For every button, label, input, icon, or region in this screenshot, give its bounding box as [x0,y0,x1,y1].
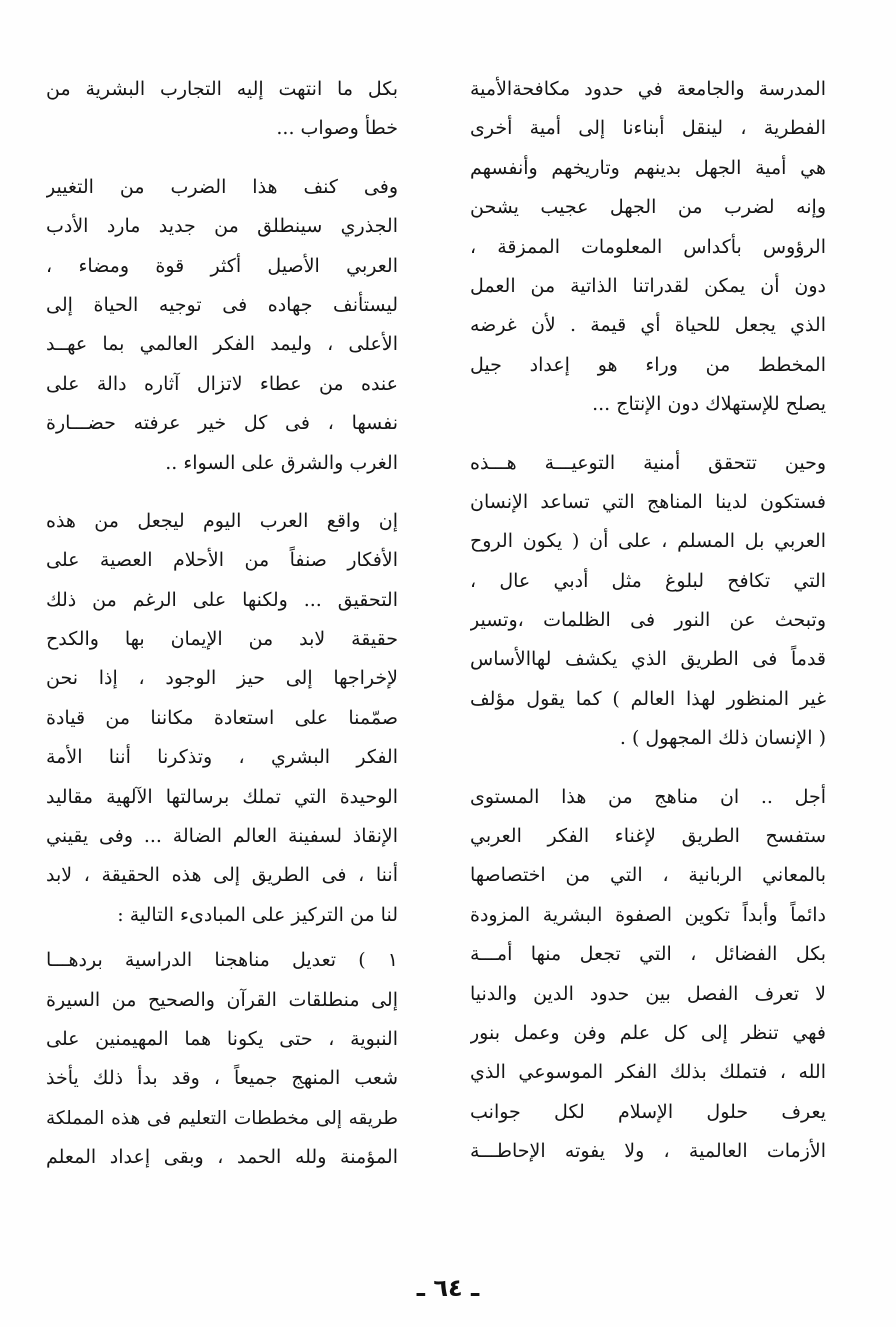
text-line: لنا من التركيز على المبادىء التالية : [117,903,398,926]
text-line: المخطط من وراء هو إعداد جيل [470,353,826,376]
text-line: الله ، فتملك بذلك الفكر الموسوعي الذي [470,1061,826,1084]
text-line: لإخراجها إلى حيز الوجود ، إذا نحن [46,667,398,690]
text-line: التحقيق ... ولكنها على الرغم من ذلك [46,588,398,611]
text-line: العربي بل المسلم ، على أن ( يكون الروح [470,530,826,553]
text-line: يعرف حلول الإسلام لكل جوانب [470,1100,826,1123]
text-line: دائماً وأبداً تكوين الصفوة البشرية المزودة [470,903,826,926]
text-line: فستكون لدينا المناهج التي تساعد الإنسان [470,490,826,513]
text-line: الغرب والشرق على السواء .. [165,451,398,474]
text-line: الأزمات العالمية ، ولا يفوته الإحاطـــة [470,1140,826,1163]
text-line: لا تعرف الفصل بين حدود الدين والدنيا [470,982,826,1005]
paragraph [470,778,826,1172]
text-line: خطأ وصواب ... [276,117,398,140]
text-line: الرؤوس بأكداس المعلومات الممزقة ، [470,235,826,258]
text-line: أننا ، فى الطريق إلى هذه الحقيقة ، لابد [46,864,398,887]
text-line: الذي يجعل للحياة أي قيمة . لأن غرضه [470,314,826,337]
text-line: ستفسح الطريق لإغناء الفكر العربي [470,825,826,848]
right-column [470,70,826,1172]
text-line: المدرسة والجامعة في حدود مكافحةالأمية [470,78,826,100]
text-line: وفى كنف هذا الضرب من التغيير [46,175,398,198]
text-line: يصلح للإستهلاك دون الإنتاج ... [592,393,826,416]
text-line: الوحيدة التي تملك برسالتها الآلهية مقاليد [46,785,398,808]
text-line: ( الإنسان ذلك المجهول ) . [619,727,826,750]
text-line: وإنه لضرب من الجهل عجيب يشحن [470,196,826,219]
text-line: المؤمنة ولله الحمد ، وبقى إعداد المعلم [46,1146,398,1169]
text-line: بالمعاني الربانية ، التي من اختصاصها [470,864,826,887]
text-line: الأعلى ، وليمد الفكر العالمي بما عهــد [46,333,398,356]
text-line: الإنقاذ لسفينة العالم الضالة ... وفى يقيني [46,825,398,848]
text-line: غير المنظور لهذا العالم ) كما يقول مؤلف [470,687,826,710]
text-line: حقيقة لابد من الإيمان بها والكدح [46,628,398,651]
paragraph [470,70,826,425]
text-line: الفكر البشري ، وتذكرنا أننا الأمة [46,746,398,769]
text-line: دون أن يمكن لقدراتنا الذاتية من العمل [470,274,826,297]
text-line: أجل .. ان مناهج من هذا المستوى [470,785,826,808]
text-line: ليستأنف جهاده فى توجيه الحياة إلى [46,293,398,316]
paragraph [46,70,398,149]
text-line: شعب المنهج جميعاً ، وقد بدأ ذلك يأخذ [46,1067,398,1090]
left-column [46,70,398,1178]
paragraph [46,168,398,483]
text-line: إن واقع العرب اليوم ليجعل من هذه [46,509,398,532]
text-line: وتبحث عن النور فى الظلمات ،وتسير [470,609,826,632]
text-line: الأفكار صنفاً من الأحلام العصية على [46,549,398,572]
text-line: بكل ما انتهت إليه التجارب البشرية من [46,78,398,100]
text-line: صمّمنا على استعادة مكاننا من قيادة [46,706,398,729]
text-line: إلى منطلقات القرآن والصحيح من السيرة [46,988,398,1011]
text-line: الجذري سينطلق من جديد مارد الأدب [46,215,398,238]
text-line: الفطرية ، لينقل أبناءنا إلى أمية أخرى [470,117,826,140]
text-line: النبوية ، حتى يكونا هما المهيمنين على [46,1027,398,1050]
paragraph [46,941,398,1177]
text-line: بكل الفضائل ، التي تجعل منها أمـــة [470,943,826,966]
text-line: نفسها ، فى كل خير عرفته حضـــارة [46,412,398,435]
paragraph [470,444,826,759]
text-line: قدماً فى الطريق الذي يكشف لهاالأساس [470,648,826,671]
text-line: عنده من عطاء لاتزال آثاره دالة على [46,372,398,395]
text-line: التي تكافح لبلوغ مثل أدبي عال ، [470,569,826,592]
paragraph [46,502,398,935]
text-line: العربي الأصيل أكثر قوة ومضاء ، [46,254,398,277]
text-line: وحين تتحقق أمنية التوعيـــة هـــذه [470,451,826,474]
text-line: فهي تنظر إلى كل علم وفن وعمل بنور [470,1021,826,1044]
text-line: هي أمية الجهل بدينهم وتاريخهم وأنفسهم [470,156,826,179]
text-line: طريقه إلى مخططات التعليم فى هذه المملكة [46,1107,398,1129]
page-number: ـ ٦٤ ـ [416,1274,480,1302]
text-line: ١ ) تعديل مناهجنا الدراسية بردهـــا [46,949,398,972]
